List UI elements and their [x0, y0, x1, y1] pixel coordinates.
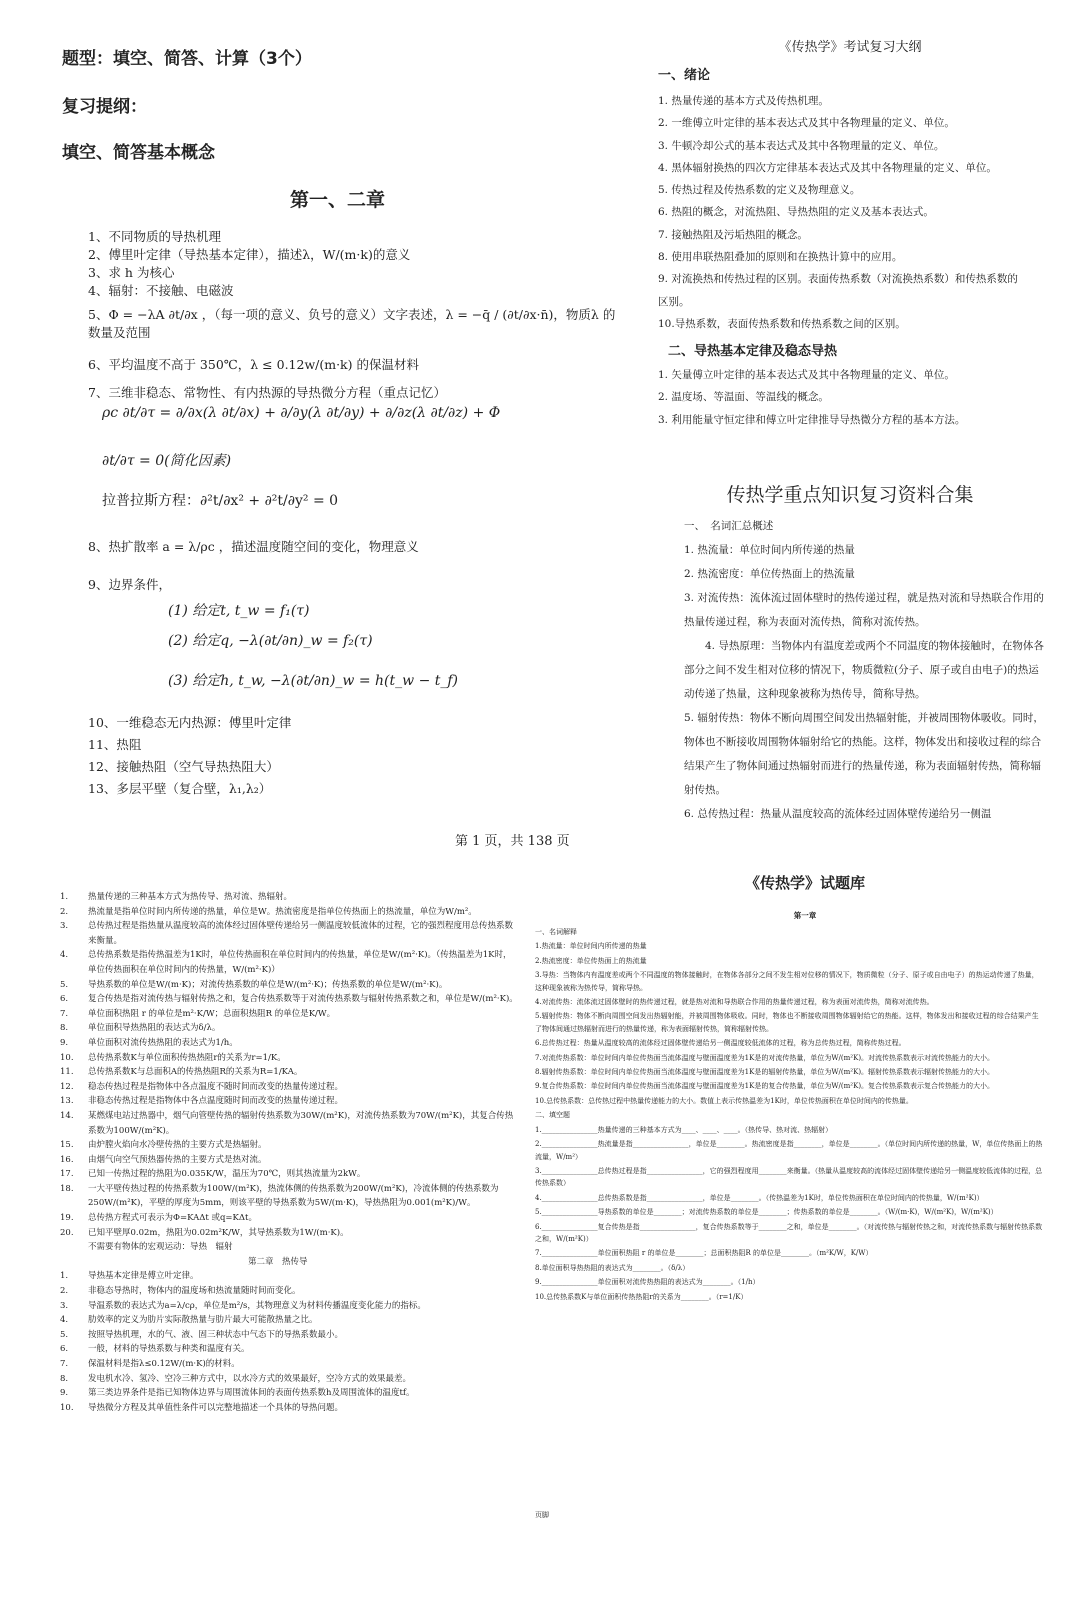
term-paragraph: 3. 对流传热：流体流过固体壁时的热传递过程，就是热对流和导热联合作用的热量传递过程，称为表面对流传热，简称对流传热。: [684, 592, 1044, 628]
answer-number: [60, 1255, 88, 1270]
question-line: 7.________________单位面积热阻 r 的单位是________；总面积热阻R 的单位是________。（m²K/W，K/W）: [535, 1249, 873, 1258]
answer-text: 肋效率的定义为肋片实际散热量与肋片最大可能散热量之比。: [88, 1315, 318, 1326]
intro-list: [658, 90, 1043, 335]
answer-item: [60, 1386, 520, 1401]
question-line: 1.________________热量传递的三种基本方式为____、____、____。（热传导、热对流、热辐射）: [535, 1125, 833, 1134]
term-paragraph: 6. 总传热过程：热量从温度较高的流体经过固体壁传递给另一侧温: [684, 808, 992, 820]
answer-item: [60, 1167, 520, 1182]
concept-item: 11、热阻: [88, 737, 142, 752]
heat-equation: ρc ∂t/∂τ = ∂/∂x(λ ∂t/∂x) + ∂/∂y(λ ∂t/∂y) + ∂/∂z(λ ∂t/∂z) + Φ: [102, 405, 501, 421]
question-line: 3.________________总传热过程是指________________，它的强烈程度用________来衡量。（热量从温度较高的流体经过固体壁传递给另一侧温度较低流体的过程，总传热系数）: [535, 1166, 1043, 1188]
answer-number: 18.: [60, 1183, 74, 1194]
answer-item: [60, 1269, 520, 1284]
answer-text: 第三类边界条件是指已知物体边界与周围流体间的表面传热系数h及周围流体的温度tf。: [88, 1388, 415, 1399]
outline-item: 6. 热阻的概念，对流热阻、导热热阻的定义及基本表达式。: [658, 206, 934, 219]
question-line: 5.辐射传热：物体不断向周围空间发出热辐射能，并被周围物体吸收。同时，物体也不断接收周围物体辐射给它的热能。这样，物体发出和接收过程的综合结果产生了物体间通过热辐射而进行的热量传递，称为表面辐射传热，简称辐射传热。: [535, 1012, 1039, 1033]
answer-number: 20.: [60, 1227, 74, 1238]
answer-text: 总传热方程式可表示为Φ=KAΔt 或q=KΔt。: [88, 1213, 257, 1224]
answer-text: 单位面积导热热阻的表达式为δ/λ。: [88, 1023, 221, 1034]
answer-text: 导热系数的单位是W/(m·K)；对流传热系数的单位是W/(m²·K)；传热系数的单位是W/(m²·K)。: [88, 979, 448, 990]
question-line: 3.导热：当物体内有温度差或两个不同温度的物体接触时，在物体各部分之间不发生相对位移的情况下，物质微粒（分子、原子或自由电子）的热运动传递了热量，这种现象被称为热传导，简称导热。: [535, 971, 1039, 992]
question-line: 9.________________单位面积对流传热热阻的表达式为________。（1/h）: [535, 1278, 760, 1287]
answer-item: [60, 1094, 520, 1109]
chapter-label: 第一章: [793, 911, 817, 920]
answer-item: [60, 1109, 520, 1138]
answer-item: [60, 1328, 520, 1343]
answer-text: 由炉膛火焰向水冷壁传热的主要方式是热辐射。: [88, 1140, 267, 1151]
answer-number: 19.: [60, 1213, 74, 1224]
concept-item: 10、一维稳态无内热源：傅里叶定律: [88, 715, 292, 730]
collection-title: 传热学重点知识复习资料合集: [726, 484, 974, 506]
answer-item: [60, 1313, 520, 1328]
answer-number: 10.: [60, 1402, 74, 1413]
answer-text: 某燃煤电站过热器中，烟气向管壁传热的辐射传热系数为30W/(m²K)，对流传热系数为70W/(m²K)，其复合传热系数为100W/(m²K)。: [88, 1110, 514, 1136]
question-line: 7.对流传热系数：单位时间内单位传热面当流体温度与壁面温度差为1K是的对流传热量，单位为W/(m²K)。对流传热系数表示对流传热能力的大小。: [535, 1053, 995, 1062]
term-paragraph: 2. 热流密度：单位传热面上的热流量: [684, 568, 855, 580]
outline-item: 4. 黑体辐射换热的四次方定律基本表达式及其中各物理量的定义、单位。: [658, 161, 997, 174]
term-paragraph: 1. 热流量：单位时间内所传递的热量: [684, 544, 855, 556]
question-line: 一、名词解释: [535, 928, 577, 936]
outline-item: 9. 对流换热和传热过程的区别。表面传热系数（对流换热系数）和传热系数的: [658, 273, 1018, 286]
question-bank-page: [535, 874, 1065, 1600]
outline-page-1: [40, 30, 630, 870]
exam-outline-title: 《传热学》考试复习大纲: [778, 40, 922, 55]
outline-item: 5. 传热过程及传热系数的定义及物理意义。: [658, 184, 861, 197]
term-paragraph: 4. 导热原理：当物体内有温度差或两个不同温度的物体接触时，在物体各部分之间不发生相对位移的情况下，物质微粒(分子、原子或自由电子)的热运动传递了热量，这种现象被称为热传导，简称导热。: [684, 640, 1044, 700]
concept-item: 1、不同物质的导热机理: [88, 229, 221, 244]
page-footer: 页脚: [535, 1511, 549, 1519]
answer-item: [60, 1080, 520, 1095]
answer-number: 1.: [60, 892, 69, 902]
answer-text: 复合传热是指对流传热与辐射传热之和，复合传热系数等于对流传热系数与辐射传热系数之和，单位是W/(m²·K)。: [88, 994, 518, 1005]
answer-number: [60, 1240, 88, 1255]
answer-text: 一大平壁传热过程的传热系数为100W/(m²K)，热流体侧的传热系数为200W/(m²K)，冷流体侧的传热系数为250W/(m²K)，平壁的厚度为5mm，则该平壁的导热系数为5W/(m·K)，导热热阻为0.001(m²K)/W。: [88, 1183, 499, 1209]
question-lines: [535, 926, 1045, 1305]
concept-item: 13、多层平壁（复合壁，λ₁,λ₂）: [88, 781, 272, 796]
answer-item: [60, 1342, 520, 1357]
exam-outline-page: [650, 30, 1050, 450]
question-line: 9.复合传热系数：单位时间内单位传热面当流体温度与壁面温度差为1K是的复合传热量，单位为W/(m²K)。复合传热系数表示复合传热能力的大小。: [535, 1082, 995, 1091]
concept-item: 4、辐射：不接触、电磁波: [88, 283, 234, 298]
question-line: 8.单位面积导热热阻的表达式为________。（δ/λ）: [535, 1263, 690, 1272]
answer-item: [60, 1051, 520, 1066]
answer-text: 导热基本定律是傅立叶定律。: [88, 1271, 199, 1282]
answer-text: 发电机水冷、氢冷、空冷三种方式中，以水冷方式的效果最好，空冷方式的效果最差。: [88, 1373, 412, 1384]
outline-item: 3. 牛顿冷却公式的基本表达式及其中各物理量的定义、单位。: [658, 139, 945, 152]
answer-item: [60, 978, 520, 993]
question-line: 2.热流密度：单位传热面上的热流量: [535, 956, 647, 965]
answer-text: 由烟气向空气预热器传热的主要方式是热对流。: [88, 1154, 267, 1165]
review-collection-page: [650, 460, 1050, 880]
concept-item: 2、傅里叶定律（导热基本定律），描述λ，W/(m·k)的意义: [88, 247, 411, 262]
answer-text: 已知一传热过程的热阻为0.035K/W，温压为70℃，则其热流量为2kW。: [88, 1169, 366, 1180]
question-line: 8.辐射传热系数：单位时间内单位传热面当流体温度与壁面温度差为1K是的辐射传热量，单位为W/(m²K)。辐射传热系数表示辐射传热能力的大小。: [535, 1068, 995, 1077]
answer-text: 非稳态导热时，物体内的温度场和热流量随时间而变化。: [88, 1286, 301, 1297]
answer-number: 15.: [60, 1140, 74, 1151]
question-line: 二、填空题: [535, 1111, 570, 1120]
answer-text: 总传热系数是指传热温差为1K时，单位传热面积在单位时间内的传热量，单位是W/(m²·K)。（传热温差为1K时，单位传热面积在单位时间内的传热量，W/(m²·K)）: [88, 950, 512, 975]
term-paragraph: 5. 辐射传热：物体不断向周围空间发出热辐射能，并被周围物体吸收。同时，物体也不断接收周围物体辐射给它的热能。这样，物体发出和接收过程的综合结果产生了物体间通过热辐射而进行的热量传递，称为表面辐射传热，简称辐射传热。: [684, 712, 1044, 796]
boundary-condition-2: (2) 给定q, −λ(∂t/∂n)_w = f₂(τ): [168, 633, 373, 649]
concept-list-tail: [88, 712, 623, 800]
answer-item: [60, 1357, 520, 1372]
answer-item: [60, 1226, 520, 1241]
term-paragraphs: [684, 538, 1044, 826]
outline-item: 2. 温度场、等温面、等温线的概念。: [658, 391, 829, 404]
answer-text: 热流量是指单位时间内所传递的热量，单位是W。热流密度是指单位传热面上的热流量，单位为W/m²。: [88, 906, 477, 917]
answer-item: [60, 905, 520, 920]
answer-text: 保温材料是指λ≤0.12W/(m·K)的材料。: [88, 1359, 240, 1369]
answer-number: 14.: [60, 1110, 74, 1121]
answer-number: 16.: [60, 1154, 74, 1165]
outline-item: 2. 一维傅立叶定律的基本表达式及其中各物理量的定义、单位。: [658, 117, 955, 130]
answer-text: 总传热系数K与总面积A的传热热阻R的关系为R=1/KA。: [88, 1067, 303, 1078]
concept-list: [88, 228, 623, 402]
answer-item: [60, 948, 520, 977]
outline-heading: 复习提纲：: [62, 97, 147, 117]
answer-item: [60, 1065, 520, 1080]
answer-item: [60, 1182, 520, 1211]
question-line: 10.总传热系数：总传热过程中热量传递能力的大小。数值上表示传热温差为1K时，单位传热面积在单位时间内的传热量。: [535, 1096, 913, 1105]
outline-item: 8. 使用串联热阻叠加的原则和在换热计算中的应用。: [658, 251, 903, 264]
answer-number: 1.: [60, 1271, 69, 1282]
concepts-heading: 填空、简答基本概念: [62, 143, 215, 163]
answer-item: [60, 1021, 520, 1036]
question-line: 4.对流传热：流体流过固体壁时的热传递过程，就是热对流和导热联合作用的热量传递过程，称为表面对流传热，简称对流传热。: [535, 998, 934, 1007]
answer-text: 已知平壁厚0.02m，热阻为0.02m²K/W，其导热系数为1W/(m·K)。: [88, 1227, 349, 1238]
answer-text: 按照导热机理，水的气、液、固三种状态中气态下的导热系数最小。: [88, 1329, 344, 1340]
answer-number: 2.: [60, 906, 69, 917]
outline-item: 3. 利用能量守恒定律和傅立叶定律推导导热微分方程的基本方法。: [658, 413, 966, 426]
answer-text: 一般，材料的导热系数与种类和温度有关。: [88, 1344, 250, 1355]
question-line: 1.热流量：单位时间内所传递的热量: [535, 942, 647, 951]
answer-item: [60, 919, 520, 948]
term-section: 一、 名词汇总概述: [684, 520, 774, 532]
diffusivity-item: 8、热扩散率 a = λ/ρc ，描述温度随空间的变化，物理意义: [88, 539, 419, 554]
question-bank-title: 《传热学》试题库: [744, 874, 865, 892]
outline-item: 10.导热系数，表面传热系数和传热系数之间的区别。: [658, 317, 906, 330]
answer-item: [60, 1240, 520, 1255]
answer-number: 5.: [60, 1329, 69, 1340]
answer-text: 第二章 热传导: [248, 1256, 308, 1267]
question-line: 5.________________导热系数的单位是________；对流传热系数的单位是________；传热系数的单位是________。（W/(m·K)，W/(m²K)，W/(m²K)）: [535, 1208, 998, 1217]
answer-number: 17.: [60, 1169, 74, 1180]
answer-number: 6.: [60, 1344, 69, 1355]
answer-item: [60, 1372, 520, 1387]
answer-item: [60, 1299, 520, 1314]
answer-number: 10.: [60, 1052, 74, 1063]
answer-text: 总传热系数K与单位面积传热热阻r的关系为r=1/K。: [88, 1052, 286, 1063]
boundary-condition-1: (1) 给定t, t_w = f₁(τ): [168, 603, 310, 619]
conduction-list: [658, 364, 1043, 431]
outline-item: 区别。: [658, 295, 690, 308]
answer-number: 3.: [60, 1300, 69, 1311]
question-line: 4.________________总传热系数是指________________，单位是________。（传热温差为1K时，单位传热面积在单位时间内的传热量，W/(m²K)）: [535, 1193, 984, 1202]
question-line: 2.________________热流量是指________________，单位是________。热流密度是指________，单位是________。（单位时间内所传递的热量，W，单位传热面上的热流量，W/m²）: [535, 1140, 1043, 1161]
answer-number: 8.: [60, 1023, 69, 1034]
chapter-title: 第一、二章: [290, 189, 386, 211]
answer-text: 稳态传热过程是指物体中各点温度不随时间而改变的热量传递过程。: [88, 1081, 344, 1092]
outline-item: 1. 矢量傅立叶定律的基本表达式及其中各物理量的定义、单位。: [658, 369, 955, 381]
answer-number: 9.: [60, 1388, 69, 1399]
answer-text: 导热微分方程及其单值性条件可以完整地描述一个具体的导热问题。: [88, 1402, 344, 1413]
question-line: 6.总传热过程：热量从温度较高的流体经过固体壁传递给另一侧温度较低流体的过程，称为总传热过程，简称传热过程。: [535, 1039, 906, 1048]
concept-item: 3、求 h 为核心: [88, 265, 175, 280]
answer-number: 7.: [60, 1359, 69, 1369]
answer-number: 13.: [60, 1096, 74, 1107]
steady-equation: ∂t/∂τ = 0(简化因素): [102, 453, 232, 469]
answer-text: 导温系数的表达式为a=λ/cρ，单位是m²/s，其物理意义为材料传播温度变化能力的指标。: [88, 1300, 426, 1311]
section-intro: 一、绪论: [658, 68, 711, 83]
outline-item: 7. 接触热阻及污垢热阻的概念。: [658, 228, 808, 241]
answer-number: 12.: [60, 1081, 74, 1092]
answer-number: 5.: [60, 979, 69, 990]
answer-text: 总传热过程是指热量从温度较高的流体经过固体壁传递给另一侧温度较低流体的过程，它的强烈程度用总传热系数来衡量。: [88, 921, 514, 946]
answer-item: [60, 1007, 520, 1022]
question-line: 6.________________复合传热是指________________，复合传热系数等于________之和，单位是________。（对流传热与辐射传热之和，对流传热系数与辐射传热系数之和，W/(m²K)）: [535, 1222, 1043, 1243]
concept-item: 7、三维非稳态、常物性、有内热源的导热微分方程（重点记忆）: [88, 385, 446, 400]
answer-text: 非稳态传热过程是指物体中各点温度随时间而改变的热量传递过程。: [88, 1096, 344, 1107]
outline-item: 1. 热量传递的基本方式及传热机理。: [658, 95, 829, 107]
fill-blank-answers-page: [40, 880, 540, 1600]
answer-number: 6.: [60, 994, 69, 1005]
answer-item: [60, 1401, 520, 1416]
answer-number: 9.: [60, 1037, 69, 1048]
answer-number: 11.: [60, 1067, 74, 1078]
answer-number: 7.: [60, 1008, 69, 1019]
answer-item: [60, 890, 520, 905]
concept-item: 5、Φ = −λA ∂t/∂x ，（每一项的意义、负号的意义）文字表述，λ = −q̄ / (∂t/∂x·n̄)，物质λ 的数量及范围: [88, 307, 616, 340]
answer-number: 4.: [60, 950, 69, 961]
answer-item: [60, 1036, 520, 1051]
answer-text: 单位面积对流传热热阻的表达式为1/h。: [88, 1037, 238, 1048]
section-conduction: 二、导热基本定律及稳态导热: [668, 344, 838, 359]
answer-item: [60, 1153, 520, 1168]
answer-item: [60, 1284, 520, 1299]
page-number: 第 1 页，共 138 页: [455, 834, 570, 849]
question-line: 10.总传热系数K与单位面积传热热阻r的关系为________。（r=1/K）: [535, 1292, 748, 1301]
answer-list: [60, 890, 520, 1415]
answer-item: [60, 992, 520, 1007]
question-types: 题型：填空、简答、计算（3个）: [62, 49, 312, 69]
answer-number: 2.: [60, 1286, 69, 1297]
answer-item: [60, 1211, 520, 1226]
concept-item: 6、平均温度不高于 350℃，λ ≤ 0.12w/(m·k) 的保温材料: [88, 357, 419, 372]
laplace-equation: 拉普拉斯方程：∂²t/∂x² + ∂²t/∂y² = 0: [102, 493, 339, 509]
answer-number: 4.: [60, 1315, 69, 1326]
answer-text: 不需要有物体的宏观运动：导热 辐射: [88, 1242, 233, 1253]
answer-item: [60, 1138, 520, 1153]
answer-text: 热量传递的三种基本方式为热传导、热对流、热辐射。: [88, 892, 293, 902]
answer-number: 3.: [60, 921, 69, 932]
answer-text: 单位面积热阻 r 的单位是m²·K/W；总面积热阻R 的单位是K/W。: [88, 1008, 336, 1019]
boundary-item: 9、边界条件，: [88, 577, 171, 592]
answer-number: 8.: [60, 1373, 69, 1384]
answer-item: [60, 1255, 520, 1270]
concept-item: 12、接触热阻（空气导热热阻大）: [88, 759, 279, 774]
boundary-condition-3: (3) 给定h, t_w, −λ(∂t/∂n)_w = h(t_w − t_f): [168, 673, 459, 689]
